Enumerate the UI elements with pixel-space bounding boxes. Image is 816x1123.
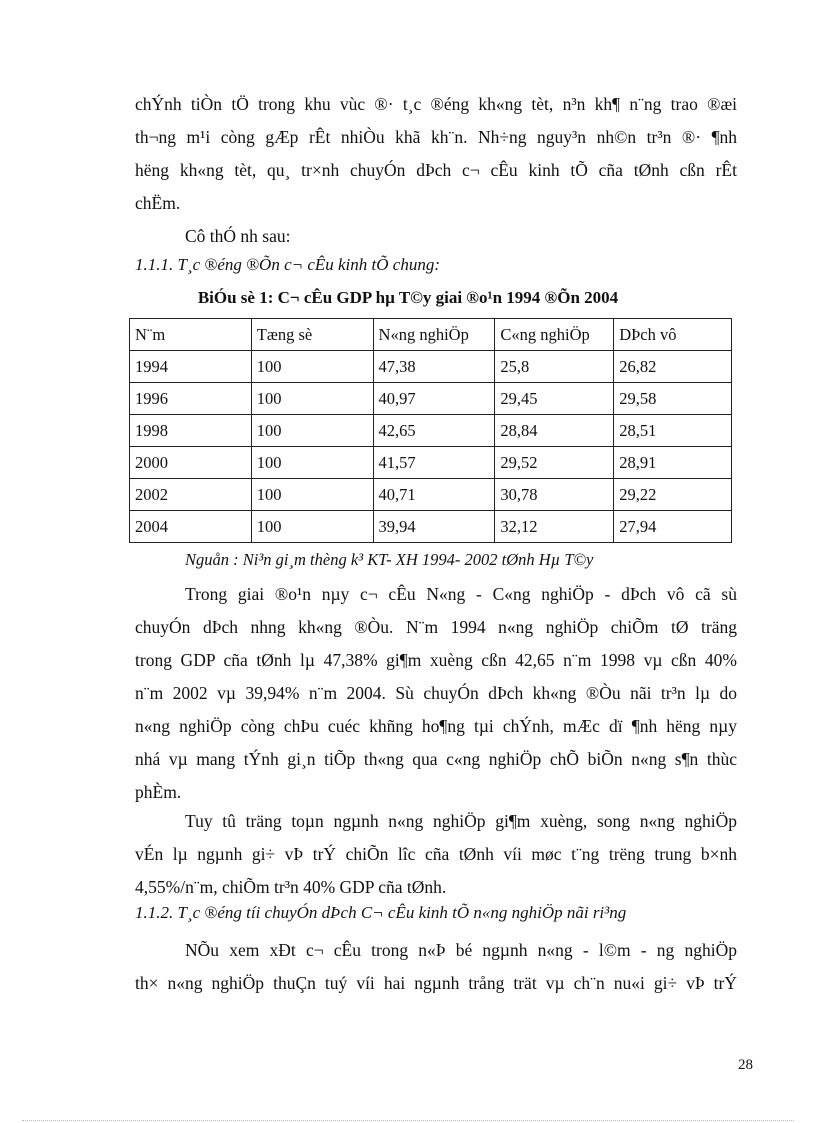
gdp-structure-table	[129, 318, 732, 543]
header-cell: N«ng nghiÖp	[373, 319, 495, 351]
table-cell: 30,78	[495, 479, 614, 511]
paragraph-3	[135, 805, 737, 904]
table-source: Nguån : Ni³n gi¸m thèng k³ KT- XH 1994- 2002 tØnh Hµ T©y	[185, 550, 594, 569]
section-heading-1-1-1: 1.1.1. T¸c ®éng ®Õn c¬ cÊu kinh tÕ chung:	[135, 255, 440, 274]
text-line: NÕu xem xÐt c¬ cÊu trong n«Þ bé ngµnh n«ng - l©m - ng nghiÖp	[185, 940, 737, 960]
table-cell: 47,38	[373, 351, 495, 383]
page-bottom-divider	[22, 1120, 794, 1121]
table-cell: 2000	[130, 447, 252, 479]
table-cell: 40,71	[373, 479, 495, 511]
page-number: 28	[738, 1057, 753, 1073]
text-line: phÈm.	[135, 782, 182, 802]
paragraph-4	[135, 934, 737, 1000]
text-line: vÉn lµ ngµnh gi÷ vÞ trÝ chiÕn lîc cña tØnh víi møc t¨ng trëng trung b×nh	[135, 844, 737, 864]
table-row	[130, 415, 732, 447]
table-cell: 1994	[130, 351, 252, 383]
header-cell: DÞch vô	[614, 319, 732, 351]
text-line: chuyÓn dÞch nhng kh«ng ®Òu. N¨m 1994 n«ng nghiÖp chiÕm tØ träng	[135, 617, 737, 637]
table-cell: 25,8	[495, 351, 614, 383]
text-line: th× n«ng nghiÖp thuÇn tuý víi hai ngµnh trång trät vµ ch¨n nu«i gi÷ vÞ trÝ	[135, 973, 737, 993]
table-cell: 32,12	[495, 511, 614, 543]
table-cell: 29,58	[614, 383, 732, 415]
paragraph-1	[135, 88, 737, 253]
table-row	[130, 511, 732, 543]
table-cell: 29,22	[614, 479, 732, 511]
table-cell: 2004	[130, 511, 252, 543]
header-cell: C«ng nghiÖp	[495, 319, 614, 351]
table-cell: 2002	[130, 479, 252, 511]
text-line: nhá vµ mang tÝnh gi¸n tiÕp th«ng qua c«ng nghiÖp chÕ biÕn n«ng s¶n thùc	[135, 749, 737, 769]
text-line: Tuy tû träng toµn ngµnh n«ng nghiÖp gi¶m xuèng, song n«ng nghiÖp	[185, 811, 737, 831]
section-heading-1-1-2: 1.1.2. T¸c ®éng tíi chuyÓn dÞch C¬ cÊu kinh tÕ n«ng nghiÖp nãi ri³ng	[135, 903, 627, 922]
table-cell: 100	[251, 351, 373, 383]
paragraph-2	[135, 578, 737, 809]
table-cell: 28,84	[495, 415, 614, 447]
table-cell: 29,52	[495, 447, 614, 479]
text-line: n¨m 2002 vµ 39,94% n¨m 2004. Sù chuyÓn dÞch kh«ng ®Òu nãi tr³n lµ do	[135, 683, 737, 703]
table-cell: 41,57	[373, 447, 495, 479]
table-row	[130, 383, 732, 415]
header-cell: Tæng sè	[251, 319, 373, 351]
text-line: Trong giai ®o¹n nµy c¬ cÊu N«ng - C«ng nghiÖp - dÞch vô cã sù	[185, 584, 737, 604]
table-row	[130, 351, 732, 383]
table-cell: 1998	[130, 415, 252, 447]
table-cell: 40,97	[373, 383, 495, 415]
text-line: th¬ng m¹i còng gÆp rÊt nhiÒu khã kh¨n. Nh÷ng nguy³n nh©n tr³n ®· ¶nh	[135, 127, 737, 147]
table-cell: 28,51	[614, 415, 732, 447]
text-line: 4,55%/n¨m, chiÕm tr³n 40% GDP cña tØnh.	[135, 877, 447, 897]
table-cell: 28,91	[614, 447, 732, 479]
table-row	[130, 479, 732, 511]
text-line: n«ng nghiÖp còng chÞu cuéc khñng ho¶ng tµi chÝnh, mÆc dï ¶nh hëng nµy	[135, 716, 737, 736]
table-cell: 29,45	[495, 383, 614, 415]
table-cell: 26,82	[614, 351, 732, 383]
text-line: chÝnh tiÒn tÖ trong khu vùc ®· t¸c ®éng kh«ng tèt, n³n kh¶ n¨ng trao ®æi	[135, 94, 737, 114]
text-line: trong GDP cña tØnh lµ 47,38% gi¶m xuèng cßn 42,65 n¨m 1998 vµ cßn 40%	[135, 650, 737, 670]
text-line: chËm.	[135, 193, 181, 213]
header-cell: N¨m	[130, 319, 252, 351]
table-cell: 27,94	[614, 511, 732, 543]
intro-line: Cô thÓ nh sau:	[185, 226, 291, 246]
table-cell: 100	[251, 415, 373, 447]
table-cell: 39,94	[373, 511, 495, 543]
table-caption: BiÓu sè 1: C¬ cÊu GDP hµ T©y giai ®o¹n 1994 ®Õn 2004	[197, 288, 619, 307]
table-cell: 42,65	[373, 415, 495, 447]
table-row	[130, 447, 732, 479]
table-cell: 100	[251, 479, 373, 511]
table-cell: 100	[251, 511, 373, 543]
table-cell: 100	[251, 383, 373, 415]
table-cell: 1996	[130, 383, 252, 415]
text-line: hëng kh«ng tèt, qu¸ tr×nh chuyÓn dÞch c¬ cÊu kinh tÕ cña tØnh cßn rÊt	[135, 160, 737, 180]
table-header-row	[130, 319, 732, 351]
table-cell: 100	[251, 447, 373, 479]
